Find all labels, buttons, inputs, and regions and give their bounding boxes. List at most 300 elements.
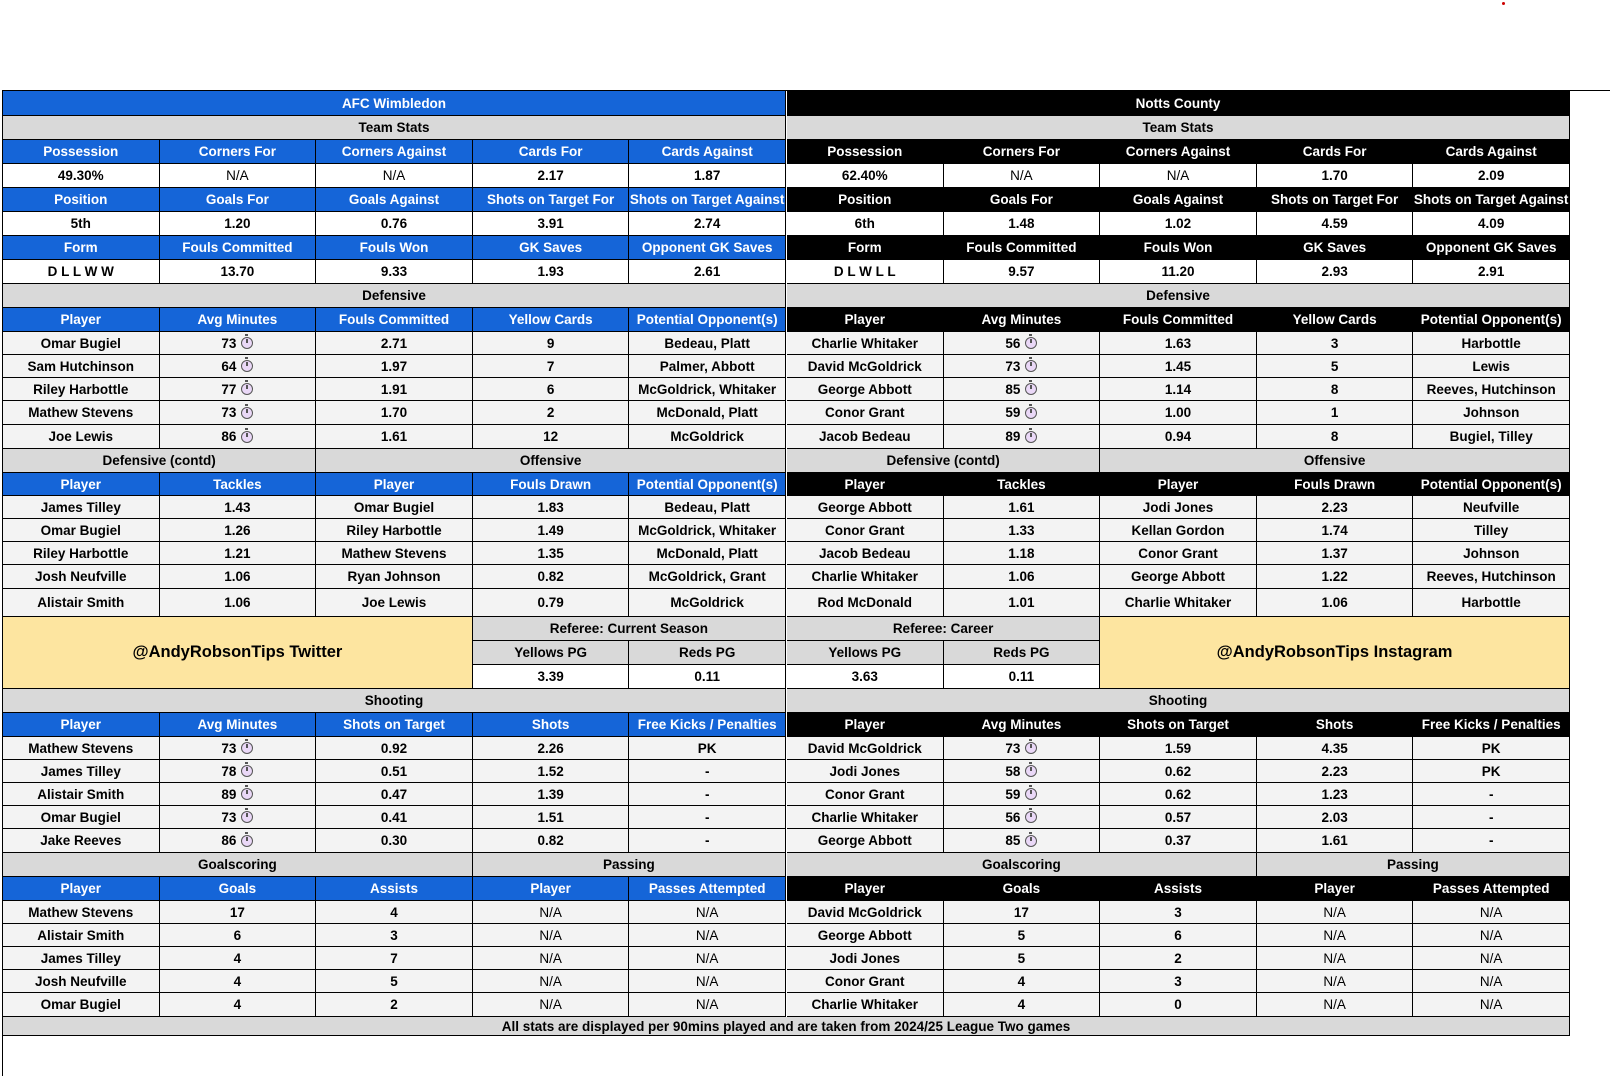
wimbledon-shooting-cell-text: 73 [221, 740, 237, 756]
wimbledon-defensive-cell [473, 332, 630, 355]
wimbledon-shooting-cell [473, 760, 630, 783]
wimbledon-tackles-cell-text: Omar Bugiel [40, 522, 121, 538]
wimbledon-team_row2-header-text: Shots on Target Against [629, 192, 785, 207]
wimbledon-defensive-cell-text: 1.97 [380, 358, 408, 374]
notts-goalscoring-header-text: Player [844, 881, 886, 896]
wimbledon-team_row3-value [316, 260, 473, 284]
referee-career-label [787, 641, 944, 665]
wimbledon-team_row3-header-text: GK Saves [519, 240, 583, 255]
wimbledon-defensive-cell-text: 2 [546, 405, 555, 420]
notts-goalscoring-cell-text: 17 [1013, 904, 1029, 920]
wimbledon-tackles-cell-text: James Tilley [40, 499, 121, 515]
wimbledon-defensive-cell [3, 425, 160, 449]
notts-team_row1-header [1100, 140, 1257, 164]
stopwatch-icon [1025, 811, 1037, 823]
notts-goalscoring-cell-text: 2 [1174, 950, 1182, 966]
notts-goalscoring-cell-text: Jodi Jones [829, 950, 901, 966]
notts-shooting-cell [1413, 829, 1570, 853]
wimbledon-defensive-cell [316, 378, 473, 401]
notts-defensive-cell-text: 8 [1330, 381, 1339, 397]
stopwatch-icon [1025, 742, 1037, 754]
notts-goalscoring-cell-text: 0 [1174, 997, 1182, 1012]
wimbledon-team_row2-value [3, 212, 160, 236]
wimbledon-shooting-cell [473, 829, 630, 853]
notts-team_row1-header-text: Corners Against [1125, 144, 1231, 159]
notts-shooting-cell-text: 73 [1005, 740, 1021, 756]
notts-shooting-cell-text: 1.59 [1164, 740, 1192, 756]
wimbledon-team-stats-title [3, 116, 786, 140]
notts-shooting-cell [1100, 783, 1257, 806]
notts-defensive-header [787, 308, 944, 332]
referee-career-label-text: Yellows PG [828, 645, 902, 660]
wimbledon-defensive-cell [473, 355, 630, 378]
wimbledon-defensive-cell-text: McGoldrick, Whitaker [638, 381, 777, 397]
notts-shooting-cell-text: George Abbott [817, 833, 912, 848]
wimbledon-goalscoring-cell [3, 924, 160, 947]
wimbledon-team_row3-header-text: Fouls Committed [182, 240, 293, 255]
notts-shooting-cell-text: Conor Grant [825, 786, 905, 802]
instagram-handle-banner-text: @AndyRobsonTips Instagram [1216, 643, 1453, 661]
wimbledon-team_row1-value [316, 164, 473, 188]
notts-team_row2-header [1100, 188, 1257, 212]
notts-team_row1-header-text: Cards Against [1445, 144, 1537, 159]
stopwatch-icon [1025, 835, 1037, 847]
wimbledon-team_row2-header-text: Shots on Target For [486, 192, 615, 207]
notts-team_row1-value-text: N/A [1010, 168, 1033, 183]
notts-team_row3-value-text: 2.91 [1478, 264, 1505, 279]
notts-shooting-cell-text: PK [1481, 740, 1501, 756]
notts-shooting-cell [944, 760, 1101, 783]
notts-tackles-cell-text: 1.33 [1008, 522, 1035, 538]
wimbledon-goalscoring-cell [160, 924, 317, 947]
wimbledon-tackles-cell [160, 519, 317, 542]
wimbledon-defensive-header [473, 308, 630, 332]
notts-defensive-header-text: Fouls Committed [1122, 312, 1234, 327]
notts-defensive-cell-text: David McGoldrick [807, 358, 922, 374]
notts-offensive-cell [1413, 542, 1570, 565]
wimbledon-offensive-cell-text: 0.79 [537, 595, 564, 610]
notts-offensive-header [1100, 473, 1257, 496]
notts-defensive-header [944, 308, 1101, 332]
notts-team_row3-value [1100, 260, 1257, 284]
wimbledon-defensive-cell-text: Joe Lewis [48, 429, 114, 444]
notts-tackles-cell-text: Charlie Whitaker [811, 569, 919, 584]
notts-team_row1-header [944, 140, 1101, 164]
notts-shooting-cell-text: PK [1481, 763, 1501, 779]
notts-offensive-title [1100, 449, 1570, 473]
wimbledon-offensive-cell-text: Bedeau, Platt [664, 499, 750, 515]
referee-career-value [944, 665, 1101, 689]
notts-team_row3-value [944, 260, 1101, 284]
wimbledon-defensive-header-text: Fouls Committed [338, 312, 450, 327]
wimbledon-shooting-cell-text: 2.26 [537, 740, 564, 756]
notts-team_row3-value-text: 9.57 [1008, 264, 1035, 279]
notts-goalscoring-header [1100, 877, 1257, 901]
notts-tackles-cell [787, 589, 944, 617]
notts-shooting-cell-text: - [1488, 786, 1494, 802]
notts-tackles-cell [787, 496, 944, 519]
wimbledon-passing-cell [629, 993, 786, 1017]
notts-tackles-cell [944, 589, 1101, 617]
notts-shooting-cell-text: 4.35 [1321, 740, 1348, 756]
wimbledon-team_row2-value-text: 3.91 [537, 216, 564, 231]
notts-passing-cell-text: N/A [1479, 997, 1503, 1012]
wimbledon-goalscoring-cell-text: Mathew Stevens [28, 904, 134, 920]
notts-tackles-cell [944, 496, 1101, 519]
notts-team_row3-value-text: 2.93 [1321, 264, 1348, 279]
wimbledon-goalscoring-cell [316, 924, 473, 947]
notts-defensive-cell [787, 378, 944, 401]
stopwatch-icon [1025, 765, 1037, 777]
referee-current-value-text: 0.11 [694, 669, 720, 684]
wimbledon-team_row1-header [160, 140, 317, 164]
notts-passing-cell [1413, 993, 1570, 1017]
wimbledon-shooting-cell-text: Alistair Smith [37, 786, 125, 802]
wimbledon-goalscoring-cell-text: Alistair Smith [37, 927, 125, 943]
notts-tackles-cell-text: Conor Grant [825, 522, 905, 538]
notts-team_row3-header-text: Opponent GK Saves [1425, 240, 1557, 255]
wimbledon-shooting-cell-text: 0.92 [380, 740, 408, 756]
wimbledon-shooting-cell-text: 0.41 [380, 809, 408, 825]
wimbledon-defensive-cell-text: Bedeau, Platt [664, 335, 750, 351]
notts-team_row2-value [944, 212, 1101, 236]
twitter-handle-banner [3, 617, 473, 689]
wimbledon-defensive-header [629, 308, 786, 332]
wimbledon-shooting-cell [316, 737, 473, 760]
wimbledon-team_row2-value [316, 212, 473, 236]
wimbledon-shooting-cell-text: 89 [221, 786, 237, 802]
wimbledon-shooting-title-text: Shooting [364, 693, 424, 708]
notts-goalscoring-cell [1100, 970, 1257, 993]
wimbledon-shooting-cell-text: 0.30 [380, 833, 408, 848]
notts-team_row3-header-text: Fouls Won [1143, 240, 1213, 255]
wimbledon-defensive-cell [3, 401, 160, 425]
notts-goalscoring-cell-text: 5 [1017, 927, 1026, 943]
notts-team_row3-header [944, 236, 1101, 260]
wimbledon-team_row2-value-text: 5th [70, 216, 91, 231]
wimbledon-defensive-cell-text: 12 [543, 429, 559, 444]
notts-team_row3-value [1257, 260, 1414, 284]
wimbledon-defensive-cell-text: 73 [221, 405, 237, 420]
wimbledon-goalscoring-cell-text: 4 [233, 950, 242, 966]
notts-defensive-cell-text: 8 [1330, 429, 1339, 444]
wimbledon-goalscoring-cell [3, 993, 160, 1017]
notts-offensive-cell [1100, 589, 1257, 617]
notts-offensive-cell [1257, 496, 1414, 519]
notts-team_row3-header [1257, 236, 1414, 260]
wimbledon-passing-cell [629, 924, 786, 947]
wimbledon-team_row1-value-text: 49.30% [57, 168, 104, 183]
notts-team_row3-value-text: 11.20 [1161, 264, 1195, 279]
notts-team_row1-header [1413, 140, 1570, 164]
notts-team_row3-header-text: Form [847, 240, 882, 255]
notts-team_row2-value [787, 212, 944, 236]
wimbledon-passing-header [629, 877, 786, 901]
referee-career-value [787, 665, 944, 689]
notts-team_row2-value [1257, 212, 1414, 236]
notts-shooting-cell-text: 0.62 [1164, 786, 1192, 802]
notts-defensive-cell-text: 89 [1005, 429, 1021, 444]
notts-defensive-cell-text: 1.63 [1164, 335, 1192, 351]
wimbledon-defensive-cell-text: 2.71 [380, 335, 408, 351]
wimbledon-shooting-cell [629, 737, 786, 760]
wimbledon-tackles-cell-text: 1.06 [224, 569, 251, 584]
wimbledon-tackles-cell-text: 1.43 [224, 499, 251, 515]
notts-offensive-cell [1413, 519, 1570, 542]
notts-tackles-header [944, 473, 1101, 496]
wimbledon-defensive-cell [316, 401, 473, 425]
wimbledon-offensive-cell-text: McGoldrick, Whitaker [638, 522, 777, 538]
notts-team_row3-header-text: Fouls Committed [966, 240, 1077, 255]
notts-passing-cell [1257, 993, 1414, 1017]
wimbledon-shooting-cell-text: Mathew Stevens [28, 740, 134, 756]
notts-goalscoring-header [787, 877, 944, 901]
wimbledon-defensive-cell-text: 86 [221, 429, 237, 444]
referee-current-label-text: Yellows PG [514, 645, 587, 660]
wimbledon-shooting-cell-text: James Tilley [40, 763, 121, 779]
notts-shooting-cell-text: 59 [1005, 786, 1021, 802]
wimbledon-defensive-cell-text: Sam Hutchinson [27, 358, 135, 374]
notts-offensive-cell [1257, 519, 1414, 542]
notts-goalscoring-cell-text: David McGoldrick [807, 904, 922, 920]
wimbledon-passing-cell-text: N/A [539, 997, 562, 1012]
notts-shooting-header-text: Shots [1315, 717, 1354, 732]
notts-offensive-header-text: Potential Opponent(s) [1420, 476, 1562, 492]
wimbledon-offensive-cell [473, 542, 630, 565]
red-dot-mark [1502, 2, 1505, 5]
notts-offensive-cell-text: Tilley [1474, 522, 1509, 538]
wimbledon-shooting-header [629, 713, 786, 737]
wimbledon-passing-cell-text: N/A [539, 950, 562, 966]
notts-passing-cell-text: N/A [1479, 904, 1503, 920]
notts-defensive-cell [1413, 425, 1570, 449]
stopwatch-icon [1025, 788, 1037, 800]
notts-team_row1-value-text: 2.09 [1478, 168, 1505, 183]
notts-tackles-cell [944, 519, 1101, 542]
wimbledon-defensive-cell-text: McDonald, Platt [656, 405, 758, 420]
wimbledon-shooting-cell-text: 1.52 [537, 763, 564, 779]
wimbledon-goalscoring-cell-text: Omar Bugiel [40, 997, 121, 1012]
wimbledon-offensive-cell-text: McDonald, Platt [656, 545, 758, 561]
notts-goalscoring-header-text: Goals [1002, 881, 1041, 896]
wimbledon-tackles-cell [3, 496, 160, 519]
notts-defensive-cell [944, 355, 1101, 378]
wimbledon-offensive-title-text: Offensive [519, 453, 582, 468]
wimbledon-passing-title [473, 853, 786, 877]
notts-passing-title [1257, 853, 1570, 877]
wimbledon-team_row1-header [629, 140, 786, 164]
notts-shooting-header [944, 713, 1101, 737]
notts-team_row1-value [1413, 164, 1570, 188]
notts-shooting-cell [787, 760, 944, 783]
notts-tackles-cell-text: 1.01 [1008, 595, 1035, 610]
wimbledon-tackles-cell-text: Riley Harbottle [33, 545, 129, 561]
notts-passing-header-text: Player [1314, 881, 1355, 896]
wimbledon-offensive-header [316, 473, 473, 496]
wimbledon-tackles-header [3, 473, 160, 496]
notts-tackles-cell [944, 565, 1101, 589]
wimbledon-defensive-cell [160, 332, 317, 355]
notts-team_row1-value [1257, 164, 1414, 188]
notts-shooting-cell [1100, 829, 1257, 853]
notts-defensive-header-text: Player [844, 312, 886, 327]
notts-offensive-cell-text: 1.74 [1321, 522, 1348, 538]
wimbledon-defensive-header [160, 308, 317, 332]
notts-passing-cell-text: N/A [1323, 950, 1346, 966]
notts-shooting-cell-text: 2.23 [1321, 763, 1348, 779]
notts-defensive-cell [787, 332, 944, 355]
wimbledon-tackles-cell [160, 496, 317, 519]
notts-goalscoring-cell [944, 947, 1101, 970]
notts-team_row1-value [944, 164, 1101, 188]
notts-team_row1-header-text: Possession [827, 144, 903, 159]
notts-team_row2-value-text: 4.09 [1478, 216, 1505, 231]
wimbledon-defensive-header [316, 308, 473, 332]
notts-goalscoring-cell-text: 4 [1017, 997, 1026, 1012]
notts-defensive-cell-text: 56 [1005, 335, 1021, 351]
notts-goalscoring-title [787, 853, 1257, 877]
notts-team_row1-header-text: Cards For [1302, 144, 1367, 159]
wimbledon-shooting-cell-text: Omar Bugiel [40, 809, 121, 825]
notts-defensive-header-text: Avg Minutes [981, 312, 1062, 327]
notts-defensive-cell [1257, 378, 1414, 401]
notts-offensive-cell-text: Charlie Whitaker [1124, 595, 1232, 610]
notts-offensive-cell-text: 1.37 [1321, 545, 1348, 561]
wimbledon-offensive-cell [473, 519, 630, 542]
wimbledon-team_row1-header-text: Corners For [198, 144, 277, 159]
wimbledon-team_row3-value-text: 9.33 [380, 264, 408, 279]
notts-passing-cell-text: N/A [1323, 904, 1346, 920]
notts-defensive-cell-text: Johnson [1463, 405, 1520, 420]
notts-passing-cell [1413, 901, 1570, 924]
wimbledon-team_row2-value [629, 212, 786, 236]
wimbledon-team_row2-header [160, 188, 317, 212]
wimbledon-team_row1-header-text: Cards Against [661, 144, 753, 159]
notts-defensive-cell-text: Charlie Whitaker [811, 335, 919, 351]
wimbledon-defensive-cell [629, 355, 786, 378]
wimbledon-defensive-header [3, 308, 160, 332]
wimbledon-offensive-cell-text: 1.35 [537, 545, 564, 561]
wimbledon-offensive-cell-text: 0.82 [537, 569, 564, 584]
wimbledon-tackles-cell [160, 589, 317, 617]
wimbledon-team_row3-header [160, 236, 317, 260]
wimbledon-team_row3-value [3, 260, 160, 284]
wimbledon-offensive-header-text: Player [373, 476, 415, 492]
wimbledon-goalscoring-title-text: Goalscoring [198, 857, 277, 872]
wimbledon-offensive-cell [316, 589, 473, 617]
notts-team_row3-value-text: D L W L L [833, 264, 896, 279]
wimbledon-offensive-cell [473, 589, 630, 617]
stopwatch-icon [1025, 407, 1037, 419]
wimbledon-team_row1-value-text: N/A [226, 168, 249, 183]
notts-defensive-cell [1257, 355, 1414, 378]
stopwatch-icon [1025, 337, 1037, 349]
notts-passing-cell [1257, 924, 1414, 947]
wimbledon-tackles-cell [160, 565, 317, 589]
referee-career-value-text: 3.63 [851, 669, 878, 684]
notts-offensive-cell-text: Kellan Gordon [1131, 522, 1225, 538]
footer-note [3, 1017, 1570, 1036]
instagram-handle-banner [1100, 617, 1570, 689]
notts-goalscoring-cell [944, 924, 1101, 947]
notts-passing-title-text: Passing [1387, 857, 1439, 872]
notts-offensive-header [1413, 473, 1570, 496]
stopwatch-icon [241, 360, 253, 372]
wimbledon-defensive-cell [473, 378, 630, 401]
notts-defensive-cell [1413, 355, 1570, 378]
notts-shooting-cell [1257, 806, 1414, 829]
wimbledon-team_row1-header [316, 140, 473, 164]
wimbledon-passing-cell-text: N/A [695, 950, 719, 966]
wimbledon-offensive-header-text: Potential Opponent(s) [636, 476, 778, 492]
wimbledon-team_row3-value-text: 1.93 [537, 264, 564, 279]
wimbledon-shooting-cell-text: PK [697, 740, 717, 756]
wimbledon-team_row1-value [629, 164, 786, 188]
wimbledon-shooting-cell [3, 737, 160, 760]
notts-passing-cell [1257, 947, 1414, 970]
notts-goalscoring-cell-text: 3 [1174, 904, 1182, 920]
notts-team_row1-value [1100, 164, 1257, 188]
notts-goalscoring-cell [787, 924, 944, 947]
wimbledon-shooting-cell [473, 783, 630, 806]
wimbledon-team_row2-value-text: 1.20 [224, 216, 251, 231]
notts-defensive-cell [944, 425, 1101, 449]
wimbledon-shooting-cell [3, 829, 160, 853]
notts-shooting-cell [1100, 760, 1257, 783]
wimbledon-passing-cell [473, 993, 630, 1017]
notts-offensive-header-text: Player [1157, 476, 1199, 492]
notts-team_row3-value [1413, 260, 1570, 284]
notts-offensive-cell [1100, 519, 1257, 542]
wimbledon-team-title-text: AFC Wimbledon [341, 95, 447, 111]
wimbledon-team_row2-header-text: Goals Against [348, 192, 440, 207]
wimbledon-goalscoring-cell-text: 7 [390, 950, 398, 966]
notts-offensive-cell-text: Conor Grant [1138, 545, 1218, 561]
notts-shooting-cell [1413, 760, 1570, 783]
wimbledon-team_row1-header [3, 140, 160, 164]
wimbledon-team_row3-header-text: Opponent GK Saves [641, 240, 773, 255]
notts-goalscoring-cell [1100, 901, 1257, 924]
notts-goalscoring-cell [787, 901, 944, 924]
wimbledon-team_row3-value [629, 260, 786, 284]
wimbledon-team_row2-header-text: Position [54, 192, 108, 207]
wimbledon-goalscoring-cell [316, 901, 473, 924]
wimbledon-team_row1-value [3, 164, 160, 188]
notts-tackles-cell [787, 519, 944, 542]
notts-goalscoring-cell-text: Conor Grant [825, 973, 905, 989]
notts-defensive-title [787, 284, 1570, 308]
referee-current-title [473, 617, 786, 641]
wimbledon-team_row2-header-text: Goals For [205, 192, 269, 207]
wimbledon-passing-cell [473, 947, 630, 970]
wimbledon-shooting-header-text: Free Kicks / Penalties [637, 717, 777, 732]
notts-shooting-cell-text: 0.62 [1164, 763, 1192, 779]
wimbledon-tackles-cell [3, 519, 160, 542]
wimbledon-defensive-cell-text: 77 [221, 381, 237, 397]
notts-shooting-cell [944, 806, 1101, 829]
notts-defensive-cell-text: 1.00 [1164, 405, 1192, 420]
wimbledon-tackles-title-text: Defensive (contd) [102, 453, 216, 468]
wimbledon-defensive-cell [160, 401, 317, 425]
notts-shooting-cell-text: 2.03 [1321, 809, 1348, 825]
wimbledon-shooting-cell [629, 806, 786, 829]
wimbledon-team_row3-header-text: Form [63, 240, 98, 255]
wimbledon-team_row2-header [3, 188, 160, 212]
notts-shooting-cell [1257, 783, 1414, 806]
wimbledon-tackles-cell-text: Alistair Smith [37, 595, 125, 610]
notts-defensive-header [1257, 308, 1414, 332]
notts-shooting-cell [1257, 760, 1414, 783]
